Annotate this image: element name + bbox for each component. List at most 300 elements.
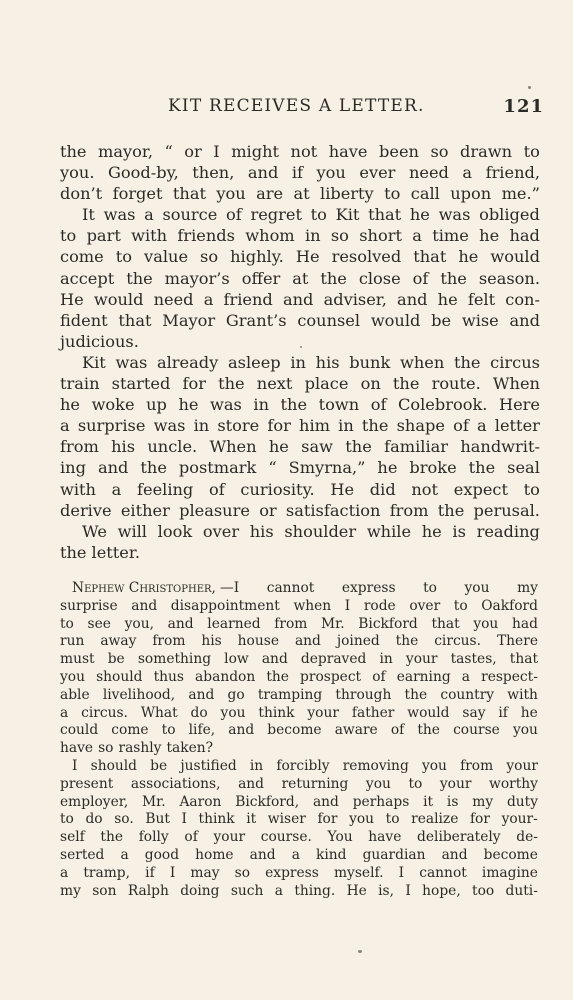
word: familiar [384,437,449,457]
word: for [469,811,490,828]
word: myself. [333,864,384,881]
word: the [320,268,347,288]
word: to [310,205,327,225]
word: I [169,864,176,881]
word: Here [498,395,540,415]
word: What [140,704,178,721]
word: he [421,521,442,541]
word: a [461,668,471,685]
word: are [256,184,284,204]
word: realize [411,811,459,828]
body-line [60,225,540,246]
word: that [509,651,538,668]
word: not [411,479,439,499]
word: your- [501,811,538,828]
word: in [253,395,269,415]
word: I [213,142,220,161]
word: for [182,374,206,394]
word: hope, [422,882,461,899]
letter-text [60,580,538,900]
word: friends [177,226,235,246]
word: you [220,704,246,721]
word: your [405,651,438,668]
word: surprise [60,597,118,614]
word: or [259,500,277,520]
word: to [60,811,74,828]
word: my [517,580,538,596]
word: uncle. [147,437,198,457]
word: You [327,829,353,846]
word: for [267,416,291,436]
word: he [60,395,81,415]
letter-line [60,616,538,634]
word: Mr. [321,615,345,632]
paper-speck [300,346,302,348]
word: mayor, [98,142,154,161]
word: to [423,580,437,596]
word: Kit [82,352,106,372]
word: was [210,395,242,415]
word: He [295,247,320,267]
word: counsel [297,310,361,330]
word: tastes, [450,651,497,668]
word: you [464,580,490,596]
word: your [213,829,246,846]
word: doing [180,882,220,899]
word: short [359,226,402,246]
word: when [293,597,332,614]
word: forget [112,184,163,204]
word: father [351,704,395,721]
word: he [178,395,199,415]
word: of [226,205,242,225]
body-line [60,500,540,521]
word: and [97,458,129,478]
word: so [234,864,251,881]
word: season. [478,268,540,288]
letter-line [60,811,538,829]
word: livelihood, [102,686,176,703]
word: from [274,615,308,632]
body-line [60,141,540,162]
word: if [291,163,304,183]
word: He [346,882,367,899]
word: route. [431,374,481,394]
word: Colebrook. [398,395,488,415]
word: from [389,500,429,520]
word: a [60,416,70,436]
word: and [282,289,314,309]
word: obliged [479,205,540,225]
body-line [60,394,540,415]
word: at [293,184,310,204]
word: was [103,205,136,225]
word: con- [505,289,540,309]
word: place [304,374,349,394]
word: satisfaction [285,500,381,520]
word: I [181,811,187,828]
word: depraved [300,651,367,668]
word: at [292,268,309,288]
word: that [368,205,402,225]
body-line [60,542,540,563]
word: in [338,416,354,436]
word: not [290,142,318,161]
word: either [120,500,170,520]
word: a [476,416,487,436]
paper-speck [528,86,531,89]
word: “ [268,458,277,478]
word: to [60,615,74,632]
word: I [344,597,351,614]
word: the [60,542,87,562]
letter-line [60,705,538,723]
word: go [227,686,245,703]
word: shoulder [284,521,357,541]
body-line [60,457,540,478]
letter-line [60,687,538,705]
word: my [60,882,81,899]
word: a [462,163,473,183]
word: may [190,864,220,881]
word: on [360,374,381,394]
word: your [506,757,538,774]
word: from [60,437,99,457]
word: do [190,704,208,721]
letter-line [60,740,538,758]
word: tramping [257,686,323,703]
word: you [365,775,391,792]
word: so [200,247,219,267]
word: when [399,352,445,372]
word: There [496,633,538,650]
word: good [144,846,180,863]
body-line [60,268,540,289]
word: you [316,163,346,183]
word: you [512,722,538,739]
word: become [267,722,322,739]
body-line [60,415,540,436]
word: his [201,633,222,650]
word: something [137,651,212,668]
word: upon [450,184,492,204]
word: the [218,374,245,394]
word: over [409,597,441,614]
word: removing [342,757,409,774]
word: felt [467,289,496,309]
word: see [87,615,111,632]
word: must [60,651,95,668]
word: too [472,882,495,899]
word: We [82,521,107,541]
body-line [60,310,540,331]
word: I [398,864,405,881]
word: to [408,775,423,792]
word: Grant’s [225,310,287,330]
word: adviser, [323,289,387,309]
word: store [217,416,260,436]
word: tramp, [83,864,131,881]
body-line [60,521,540,542]
word: part [86,226,121,246]
word: have [328,142,368,161]
body-line [60,331,540,352]
word: derive [60,500,112,520]
word: When [492,374,540,394]
word: don’t [60,184,103,204]
word: Bickford [358,615,418,632]
word: you [421,757,447,774]
word: over [202,521,240,541]
word: duti- [505,882,538,899]
word: a [111,479,122,499]
word: Mr. [142,793,166,810]
word: to [523,142,540,161]
word: with [131,226,168,246]
word: did [369,479,396,499]
word: is, [378,882,395,899]
body-line [60,246,540,267]
word: postmark [178,458,257,478]
word: to [523,479,540,499]
word: through [335,686,392,703]
word: joined [336,633,380,650]
word: while [366,521,412,541]
body-text [60,141,540,563]
page-number: 121 [503,96,544,117]
word: surprise [77,416,146,436]
word: accept [60,268,115,288]
word: drawn [460,142,513,161]
word: associations, [130,775,221,792]
letter-line [60,865,538,883]
word: learned [207,615,261,632]
word: was [153,416,186,436]
word: course. [260,829,312,846]
body-line [60,352,540,373]
word: be [107,651,125,668]
word: to [115,247,133,267]
word: was [115,352,148,372]
word: Smyrna,” [288,458,366,478]
word: that [413,247,447,267]
letter-line [60,758,538,776]
word: you [216,184,246,204]
word: been [379,142,419,161]
word: a [274,882,283,899]
word: and [397,289,428,309]
word: and [294,633,321,650]
word: such [230,882,264,899]
word: should [96,668,143,685]
word: letter [494,416,540,436]
word: a [144,205,154,225]
word: taken? [166,740,214,757]
word: of [390,722,405,739]
word: value [144,247,189,267]
word: it [246,811,257,828]
word: already [156,352,219,372]
word: you [473,615,499,632]
word: thing. [294,882,336,899]
word: rode [363,597,396,614]
body-line [60,183,540,204]
body-line [60,373,540,394]
word: next [256,374,293,394]
word: you. [60,163,95,183]
word: respect- [481,668,538,685]
word: so [430,142,449,161]
letter-line [60,722,538,740]
word: and [247,163,279,183]
word: you [349,811,375,828]
word: of [412,268,429,288]
word: think [258,704,295,721]
word: should [90,757,138,774]
word: him [299,416,330,436]
word: and [261,651,288,668]
word: need [408,163,449,183]
word: would [407,704,450,721]
word: and [441,846,468,863]
word: curiosity. [240,479,315,499]
word: would [490,247,540,267]
word: up [146,395,167,415]
word: of [184,829,198,846]
word: have [368,829,402,846]
word: duty [506,793,538,810]
word: and [188,686,215,703]
word: the [440,268,467,288]
word: and [249,846,276,863]
paper-speck [358,950,362,953]
word: in [304,226,321,246]
word: be [150,757,168,774]
word: the [100,829,124,846]
word: could [60,722,99,739]
letter-line [60,633,538,651]
word: wise [461,310,499,330]
word: reading [476,521,540,541]
word: cannot [419,864,467,881]
word: the [60,142,87,161]
word: be [431,310,452,330]
word: folly [138,829,169,846]
word: home [195,846,234,863]
word: a [412,226,422,246]
word: you, [124,615,154,632]
word: woke [91,395,135,415]
word: and [167,615,194,632]
word: a [291,846,300,863]
word: thus [153,668,184,685]
word: need [153,289,194,309]
word: Good-by, [107,163,179,183]
word: with [507,686,538,703]
word: serted [60,846,105,863]
word: the [266,668,289,685]
word: town [318,395,360,415]
word: if [498,704,508,721]
word: from [460,757,494,774]
word: son [92,882,117,899]
word: that [431,615,460,632]
word: express [265,864,319,881]
word: When [209,437,257,457]
word: judicious. [60,331,139,351]
word: had [509,226,540,246]
word: seal [507,458,540,478]
word: low [224,651,249,668]
letter-line [60,794,538,812]
word: circus. [81,704,128,721]
word: and [509,310,540,330]
word: to [60,226,77,246]
word: the [453,352,481,372]
word: the [140,458,167,478]
word: letter. [91,542,140,562]
word: perusal. [473,500,540,520]
word: He [330,479,355,499]
word: he [458,247,479,267]
word: to [385,811,400,828]
word: express [341,580,396,596]
word: close [358,268,401,288]
word: from [152,633,186,650]
word: deliberately [417,829,501,846]
word: away [100,633,137,650]
word: with [60,479,96,499]
word: run [60,633,85,650]
word: employer, [60,793,129,810]
word: in [193,416,210,436]
word: and [131,597,158,614]
word: wiser [267,811,306,828]
word: feeling [137,479,194,499]
letter-line [60,829,538,847]
word: and [228,722,255,739]
word: regret [250,205,302,225]
word: the [361,416,389,436]
word: whom [245,226,295,246]
letter-salutation: Nephew Christopher, [72,580,216,596]
word: abandon [195,668,256,685]
word: guardian [362,846,426,863]
word: Bickford, [235,793,300,810]
body-line [60,162,540,183]
word: so. [114,811,134,828]
word: he [437,289,458,309]
word: a [203,289,214,309]
word: de- [516,829,538,846]
word: and [312,793,339,810]
word: of [208,479,225,499]
word: time [432,226,469,246]
word: he [268,437,289,457]
word: present [60,775,114,792]
word: He [60,289,84,309]
word: shape [396,416,445,436]
word: I [72,757,78,774]
word: would [370,310,421,330]
word: the [395,633,419,650]
word: was [438,205,471,225]
word: offer [241,268,281,288]
letter-line [60,669,538,687]
word: self [60,829,85,846]
word: his [315,352,340,372]
word: —I [219,580,240,596]
